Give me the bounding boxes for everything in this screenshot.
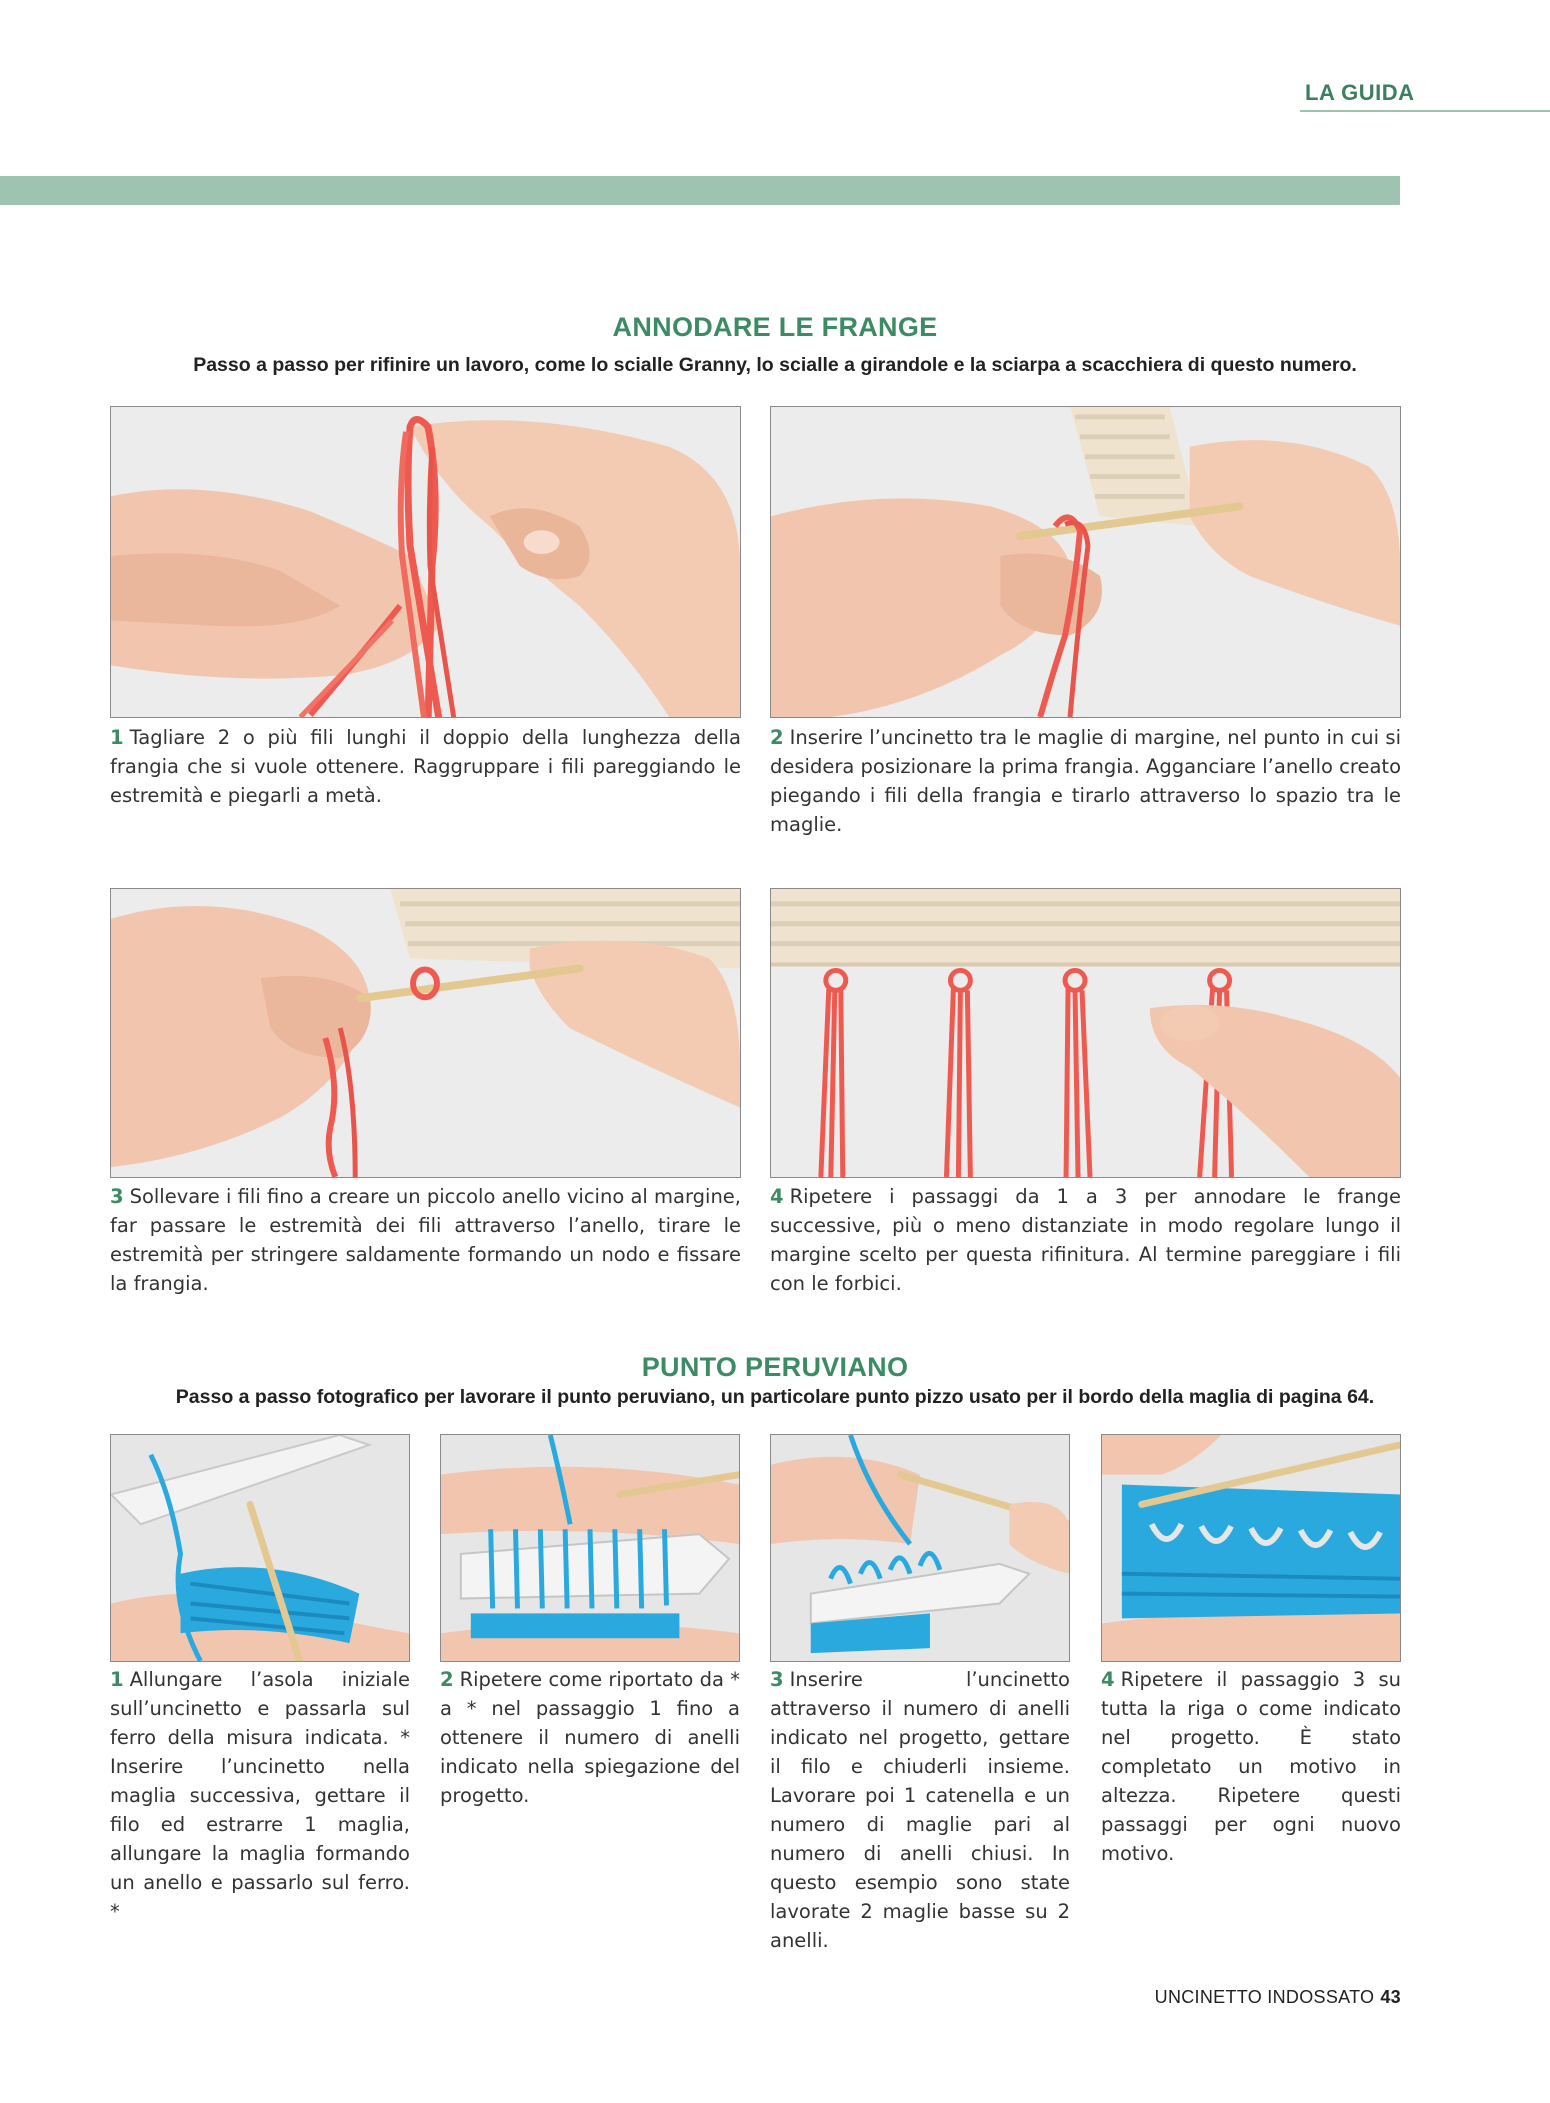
frange-step-1-caption — [110, 723, 741, 810]
frange-step-2-photo — [770, 406, 1401, 718]
header-band — [0, 176, 1400, 205]
step-number: 2 — [440, 1668, 454, 1691]
step-text: Sollevare i fili fino a creare un piccolo anello vicino al margine, far passare le estremità dei fili attraverso l’anello, tirare le estremità per stringere saldamente formando un nodo e fissare la frangia. — [110, 1185, 741, 1295]
step-text: Ripetere i passaggi da 1 a 3 per annodare le frange successive, più o meno distanziate in modo regolare lungo il margine scelto per questa rifinitura. Al termine pareggiare i fili con le forbici. — [770, 1185, 1401, 1295]
peruviano-step-3-caption — [770, 1665, 1070, 1955]
frange-step-3-caption — [110, 1182, 741, 1298]
step-text: Tagliare 2 o più fili lunghi il doppio della lunghezza della frangia che si vuole ottenere. Raggruppare i fili pareggiando le estremità e piegarli a metà. — [110, 726, 741, 807]
frange-step-4-caption — [770, 1182, 1401, 1298]
step-number: 1 — [110, 1668, 124, 1691]
peruviano-title: PUNTO PERUVIANO — [641, 1352, 909, 1382]
peruviano-step-2-caption — [440, 1665, 740, 1810]
step-number: 4 — [770, 1185, 784, 1208]
peruviano-subtitle: Passo a passo fotografico per lavorare il punto peruviano, un particolare punto pizzo usato per il bordo della maglia di pagina 64. — [175, 1386, 1375, 1408]
peruviano-step-3-photo — [770, 1434, 1070, 1662]
page-number: 43 — [1380, 1987, 1401, 2007]
step-text: Inserire l’uncinetto attraverso il numero di anelli indicato nel progetto, gettare il filo e chiuderli insieme. Lavorare poi 1 catenella e un numero di maglie pari al numero di anelli chiusi. In questo esempio sono state lavorate 2 maglie basse su 2 anelli. — [770, 1668, 1070, 1952]
peruviano-step-1-photo — [110, 1434, 410, 1662]
magazine-name: UNCINETTO INDOSSATO — [1154, 1987, 1375, 2007]
step-number: 2 — [770, 726, 784, 749]
frange-subtitle: Passo a passo per rifinire un lavoro, come lo scialle Granny, lo scialle a girandole e la sciarpa a scacchiera di questo numero. — [193, 354, 1357, 376]
peruviano-step-1-caption — [110, 1665, 410, 1926]
page-footer — [1155, 1987, 1401, 2008]
frange-step-4-photo — [770, 888, 1401, 1178]
frange-title: ANNODARE LE FRANGE — [612, 312, 938, 342]
step-text: Ripetere il passaggio 3 su tutta la riga o come indicato nel progetto. È stato completato un motivo in altezza. Ripetere questi passaggi per ogni nuovo motivo. — [1101, 1668, 1401, 1865]
step-text: Inserire l’uncinetto tra le maglie di margine, nel punto in cui si desidera posizionare la prima frangia. Agganciare l’anello creato piegando i fili della frangia e tirarlo attraverso lo spazio tra le maglie. — [770, 726, 1401, 836]
step-number: 3 — [110, 1185, 124, 1208]
peruviano-step-2-photo — [440, 1434, 740, 1662]
section-tag: LA GUIDA — [1305, 80, 1415, 105]
frange-step-1-photo — [110, 406, 741, 718]
frange-step-2-caption — [770, 723, 1401, 839]
step-number: 4 — [1101, 1668, 1115, 1691]
section-tag-rule — [1300, 110, 1550, 112]
peruviano-step-4-caption — [1101, 1665, 1401, 1868]
peruviano-step-4-photo — [1101, 1434, 1401, 1662]
step-text: Ripetere come riportato da * a * nel passaggio 1 fino a ottenere il numero di anelli indicato nella spiegazione del progetto. — [440, 1668, 740, 1807]
step-text: Allungare l’asola iniziale sull’uncinetto e passarla sul ferro della misura indicata. * Inserire l’uncinetto nella maglia successiva, gettare il filo ed estrarre 1 maglia, allungare la maglia formando un anello e passarlo sul ferro. * — [110, 1668, 410, 1923]
step-number: 3 — [770, 1668, 784, 1691]
step-number: 1 — [110, 726, 124, 749]
frange-step-3-photo — [110, 888, 741, 1178]
